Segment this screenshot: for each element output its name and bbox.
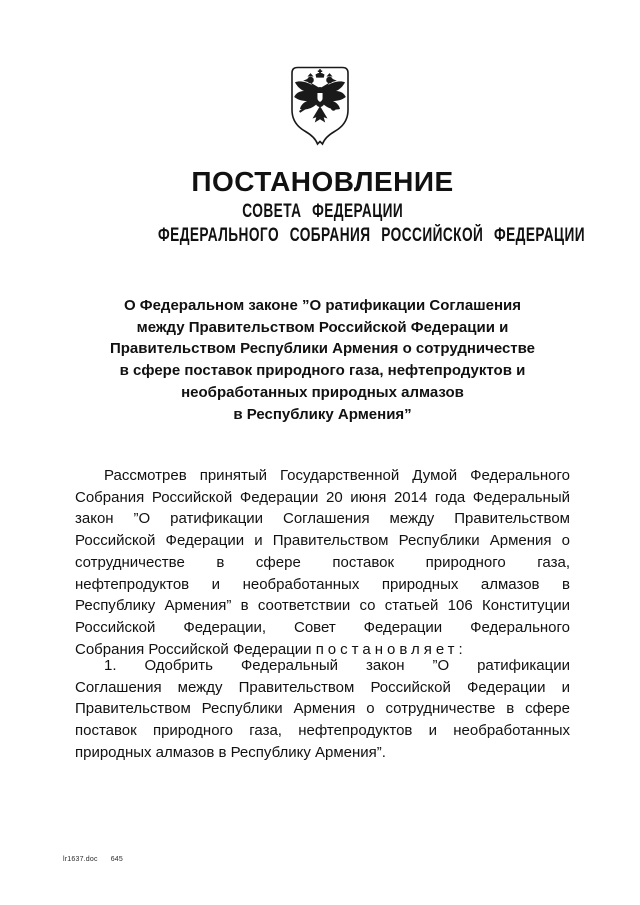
subject-line: необработанных природных алмазов: [181, 383, 464, 401]
body-paragraph-preamble: [75, 465, 570, 660]
text-line: Правительством Республики Армения о сотрудничестве в сфере: [75, 700, 570, 718]
resolves-prefix: Собрания Российской Федерации: [75, 640, 316, 658]
footer-code: 645: [110, 856, 123, 863]
resolves-emphasis: постановляет:: [315, 640, 467, 658]
subject-line: в сфере поставок природного газа, нефтепродуктов и: [119, 362, 526, 380]
text-line: сотрудничестве в сфере поставок природного газа,: [75, 553, 570, 571]
text-line: Республику Армения” в соответствии со статьей 106 Конституции: [75, 597, 570, 615]
text-line: Российской Федерации, Совет Федерации Федерального: [75, 618, 570, 636]
subject-line: Правительством Республики Армения о сотрудничестве: [109, 340, 536, 358]
subject-line: между Правительством Российской Федерации и: [136, 318, 509, 336]
subject-heading: [75, 295, 570, 425]
footer-file-reference: [63, 856, 123, 863]
footer-file-name: lr1637.doc: [63, 856, 98, 863]
text-line: Рассмотрев принятый Государственной Думой Федерального: [104, 467, 570, 484]
text-line: Соглашения между Правительством Российской Федерации и: [75, 678, 570, 696]
russia-coat-of-arms-icon: [287, 64, 353, 157]
document-subtitle-assembly: ФЕДЕРАЛЬНОГО СОБРАНИЯ РОССИЙСКОЙ ФЕДЕРАЦИИ: [158, 225, 586, 246]
text-line: 1. Одобрить Федеральный закон ”О ратификации: [104, 657, 570, 674]
text-line: Российской Федерации и Правительством Республики Армения о: [75, 532, 570, 550]
text-line-closing: природных алмазов в Республику Армения”.: [75, 743, 386, 761]
document-title: ПОСТАНОВЛЕНИЕ: [191, 166, 454, 197]
text-line: нефтепродуктов и необработанных природных алмазов в: [75, 575, 570, 593]
body-paragraph-item-1: [75, 655, 570, 764]
text-line: поставок природного газа, нефтепродуктов и необработанных: [75, 722, 570, 740]
subject-line: в Республику Армения”: [233, 405, 412, 423]
text-line: закон ”О ратификации Соглашения между Правительством: [75, 510, 570, 528]
state-emblem: [0, 64, 640, 157]
subject-line: О Федеральном законе ”О ратификации Соглашения: [123, 297, 522, 314]
document-subtitle-council: СОВЕТА ФЕДЕРАЦИИ: [242, 201, 403, 222]
text-line: Собрания Российской Федерации 20 июня 2014 года Федеральный: [75, 488, 570, 506]
